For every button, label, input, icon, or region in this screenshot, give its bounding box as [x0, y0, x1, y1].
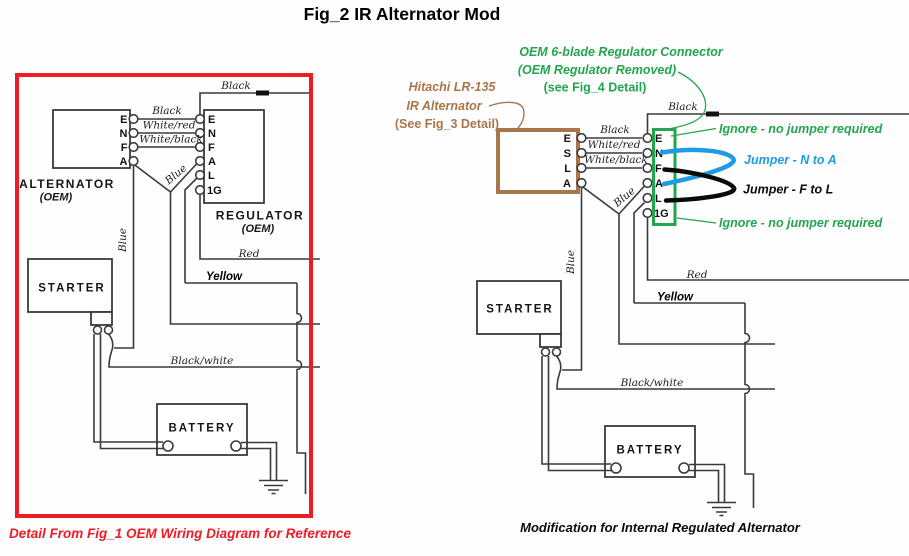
l-terminal-wire: [185, 179, 197, 284]
terminal-letter: A: [655, 177, 663, 190]
terminal-letter: N: [119, 127, 128, 140]
jumper-n-to-a-note: Jumper - N to A: [744, 153, 837, 167]
terminal-letter: L: [208, 169, 215, 182]
terminal-letter: E: [120, 113, 128, 126]
hitachi-note-line3: (See Fig_3 Detail): [394, 117, 500, 131]
reg-terminal-e: [196, 115, 205, 124]
starter-terminal-right: [553, 348, 561, 356]
alternator-label: ALTERNATOR: [19, 177, 115, 191]
battery-label: BATTERY: [616, 444, 684, 457]
right-caption: Modification for Internal Regulated Alternator: [520, 520, 800, 535]
alt-terminal-e: [129, 115, 138, 124]
wire-label-white-red: White/red: [587, 139, 641, 151]
wire-label-black-top: Black: [668, 101, 698, 113]
conn-terminal-e: [643, 134, 652, 143]
wire-label-white-black: White/black: [584, 154, 648, 166]
regulator-sub-label: (OEM): [241, 223, 275, 235]
terminal-letter: N: [208, 127, 216, 140]
alt-terminal-a: [129, 157, 138, 166]
wire-label-black: Black: [600, 124, 630, 136]
ignore-bottom-note: Ignore - no jumper required: [719, 216, 883, 230]
terminal-letter: F: [655, 162, 662, 175]
terminal-letter: 1G: [207, 184, 222, 197]
terminal-letter: E: [208, 113, 216, 126]
battery-terminal-right: [679, 463, 689, 473]
terminal-letter: A: [563, 177, 571, 190]
conn-terminal-l: [643, 194, 652, 203]
terminal-letter: A: [119, 155, 128, 168]
wire-label-red: Red: [238, 248, 260, 260]
ignore-top-note: Ignore - no jumper required: [719, 122, 883, 136]
battery-cable-line-b: [549, 356, 612, 471]
alt-terminal-a: [577, 179, 586, 188]
reg-terminal-l: [196, 171, 205, 180]
wire-label-blue-vertical: Blue: [117, 227, 129, 253]
ground-cable: [241, 443, 277, 481]
wire-label-black-white: Black/white: [170, 355, 234, 367]
ignore-bottom-pointer: [677, 218, 716, 223]
battery-cable-line-a: [94, 334, 163, 442]
jumper-f-to-l-note: Jumper - F to L: [743, 182, 834, 197]
starter-terminal-left: [94, 326, 102, 334]
wire-label-white-black: White/black: [139, 133, 203, 146]
battery-cable-line-b: [101, 334, 164, 449]
terminal-letter: A: [208, 155, 216, 168]
battery-label: BATTERY: [168, 422, 236, 435]
alt-terminal-f: [129, 143, 138, 152]
starter-label: STARTER: [486, 303, 554, 316]
starter-terminal-tab: [540, 334, 561, 347]
oem-reference-diagram: [9, 75, 351, 541]
connector-note-line2: (OEM Regulator Removed): [517, 63, 677, 77]
reg-terminal-a: [196, 157, 205, 166]
ignore-top-pointer: [671, 129, 716, 137]
wire-label-black: Black: [152, 105, 182, 117]
ground-symbol: [707, 503, 736, 516]
starter-terminal-tab: [91, 312, 112, 325]
hitachi-note-line1: Hitachi LR-135: [408, 80, 496, 94]
wire-label-red: Red: [686, 269, 708, 281]
connector-note-line1: OEM 6-blade Regulator Connector: [519, 45, 723, 59]
conn-terminal-1g: [643, 209, 652, 218]
wire-label-yellow: Yellow: [657, 291, 693, 304]
battery-cable-line-a: [542, 356, 611, 464]
alt-terminal-n: [129, 129, 138, 138]
right-vertical-wire: [745, 303, 754, 508]
battery-terminal-left: [163, 441, 173, 451]
modified-diagram: [395, 45, 909, 535]
hitachi-note-line2: IR Alternator: [406, 99, 482, 113]
terminal-letter: F: [120, 141, 128, 154]
conn-terminal-a: [643, 179, 652, 188]
wire-label-black-white: Black/white: [620, 377, 684, 389]
wire-label-blue-diagonal: Blue: [611, 184, 638, 210]
ground-cable: [689, 465, 725, 503]
alternator-box: [53, 110, 130, 168]
terminal-letter: E: [563, 132, 571, 145]
starter-label: STARTER: [38, 282, 106, 295]
inline-connector-mark: [706, 112, 719, 117]
starter-terminal-right: [105, 326, 113, 334]
wire-label-blue-vertical: Blue: [565, 249, 577, 275]
terminal-letter: L: [564, 162, 571, 175]
right-vertical-wire: [297, 283, 306, 494]
blue-wire-vertical: [562, 188, 582, 371]
starter-terminal-left: [542, 348, 550, 356]
alternator-sub-label: (OEM): [39, 191, 73, 204]
wire-label-blue-diagonal: Blue: [162, 162, 190, 188]
wire-label-black-top: Black: [221, 80, 251, 92]
terminal-letter: 1G: [654, 207, 669, 220]
inline-connector-mark: [256, 91, 269, 96]
terminal-letter: F: [208, 141, 215, 154]
terminal-letter: L: [655, 192, 662, 205]
regulator-label: REGULATOR: [215, 208, 305, 223]
l-terminal-wire: [634, 203, 645, 304]
figure-title: Fig_2 IR Alternator Mod: [303, 4, 501, 24]
battery-terminal-left: [611, 463, 621, 473]
terminal-letter: E: [655, 132, 663, 145]
terminal-letter: N: [655, 147, 663, 160]
alt-terminal-e: [577, 134, 586, 143]
connector-note-line3: (see Fig_4 Detail): [543, 80, 647, 95]
terminal-letter: S: [563, 147, 571, 160]
wire-label-white-red: White/red: [142, 119, 196, 132]
blue-wire-vertical: [114, 166, 134, 349]
battery-terminal-right: [231, 441, 241, 451]
left-caption: Detail From Fig_1 OEM Wiring Diagram for Reference: [9, 526, 351, 541]
reg-terminal-1g: [196, 186, 205, 195]
wire-label-yellow: Yellow: [206, 271, 242, 283]
ground-symbol: [259, 481, 288, 494]
